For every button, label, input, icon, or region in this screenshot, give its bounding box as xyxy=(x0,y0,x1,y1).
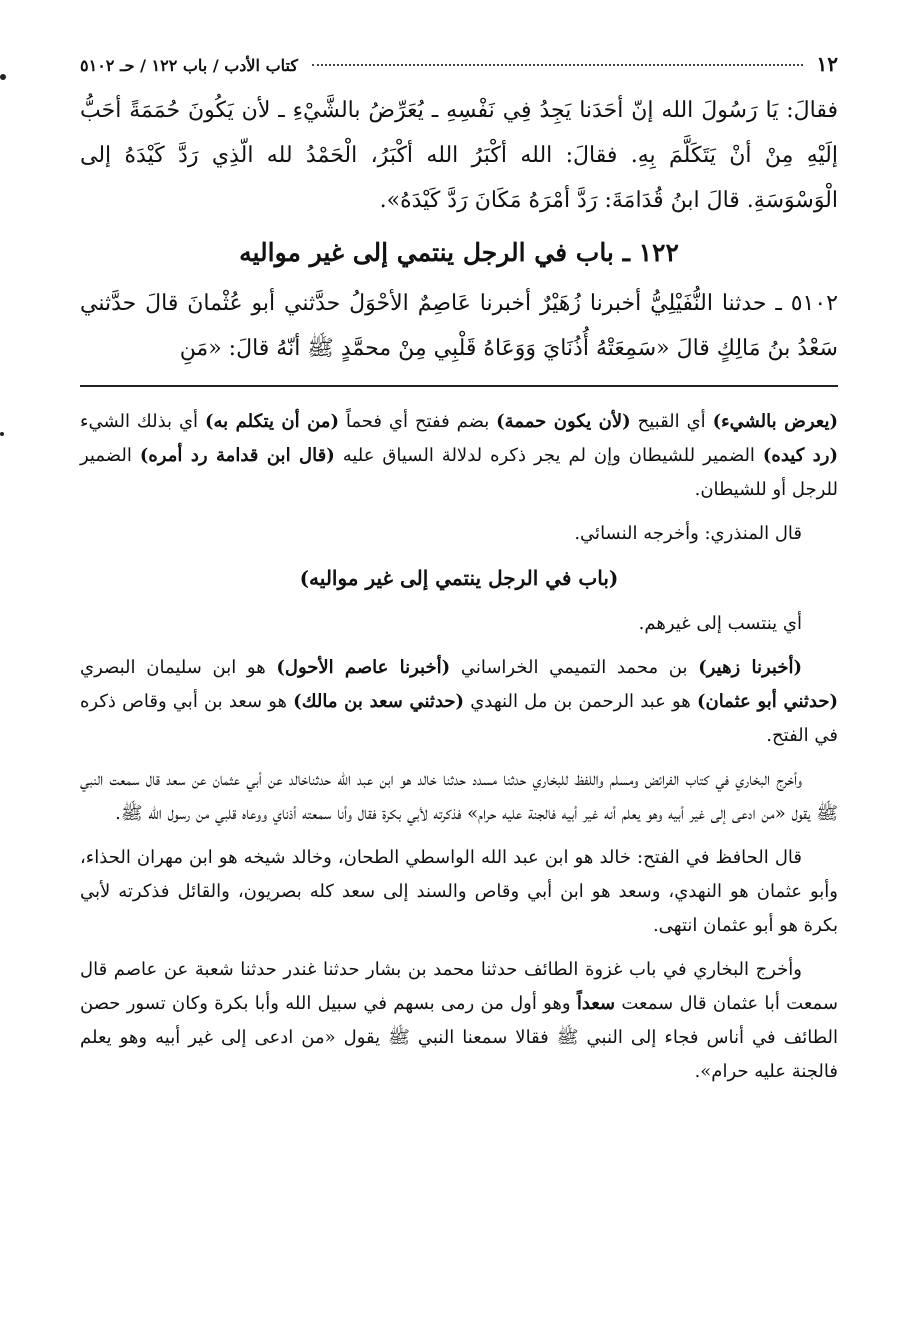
commentary-text: بن محمد التميمي الخراساني xyxy=(450,657,699,678)
page-header xyxy=(80,52,838,78)
commentary-text: الضمير للشيطان وإن لم يجر ذكره لدلالة السياق عليه xyxy=(334,445,763,466)
bold-term: (أخبرنا عاصم الأحول) xyxy=(276,657,451,678)
commentary-text: أي القبيح xyxy=(630,411,713,432)
bold-term: (أخبرنا زهير) xyxy=(698,657,802,678)
commentary-paragraph: قال المنذري: وأخرجه النسائي. xyxy=(574,523,802,544)
matn-paragraph: فقالَ: يَا رَسُولَ الله إنّ أحَدَنا يَجِدُ فِي نَفْسِهِ ـ يُعَرِّضُ بالشَّيْءِ ـ لأن يَكُونَ حُمَمَةً أحَبُّ إلَيْهِ مِنْ أنْ يَتَكَلَّمَ بِهِ. فقالَ: الله أكْبَرُ الله أكْبَرُ، الْحَمْدُ لله الّذِي رَدَّ كَيْدَهُ إلى الْوَسْوَسَةِ. قالَ ابنُ قُدَامَةَ: رَدَّ أمْرَهُ مَكَانَ رَدَّ كَيْدَهُ». xyxy=(80,98,838,213)
commentary xyxy=(80,405,838,1089)
commentary-text: أي بذلك الشيء xyxy=(80,411,205,432)
commentary-text: الضمير للرجل أو للشيطان. xyxy=(80,445,838,500)
commentary-paragraph: قال الحافظ في الفتح: خالد هو ابن عبد الله الواسطي الطحان، وخالد شيخه هو ابن مهران الحذاء، وأبو عثمان هو النهدي، وسعد هو ابن أبي وقاص والسند إلى سعد كله بصريون، والقائل فذكرته لأبي بكرة هو أبو عثمان انتهى. xyxy=(80,847,838,936)
hadith-text: ٥١٠٢ ـ حدثنا النُّفَيْلِيُّ أخبرنا زُهَيْرٌ أخبرنا عَاصِمٌ الأحْوَلُ حدَّثني أبو عُثْمانَ قالَ حدَّثني سَعْدُ بنُ مَالِكٍ قالَ «سَمِعَتْهُ أُذُنَايَ وَوَعَاهُ قَلْبِي مِنْ محمَّدٍ ﷺ أنّهُ قالَ: «مَنِ xyxy=(80,291,838,361)
commentary-paragraph xyxy=(80,651,838,753)
commentary-chapter-title: (باب في الرجل ينتمي إلى غير مواليه) xyxy=(299,566,619,590)
commentary-paragraph: أي ينتسب إلى غيرهم. xyxy=(638,613,802,634)
bold-term: (قال ابن قدامة رد أمره) xyxy=(139,445,335,466)
commentary-paragraph: وأخرج البخاري في كتاب الفرائض ومسلم واللفظ للبخاري حدثنا مسدد حدثنا خالد هو ابن عبد الله حدثناخالد عن أبي عثمان عن سعد قال سمعت النبي ﷺ يقول «من ادعى إلى غير أبيه وهو يعلم أنه غير أبيه فالجنة عليه حرام» فذكرته لأبي بكرة فقال وأنا سمعته أذناي ووعاه قلبي من رسول الله ﷺ. xyxy=(80,769,838,824)
commentary-text: هو سعد بن أبي وقاص ذكره في الفتح. xyxy=(80,691,838,746)
chapter-title: ١٢٢ ـ باب في الرجل ينتمي إلى غير مواليه xyxy=(239,238,679,267)
header-dotted-leader xyxy=(312,64,803,66)
bold-term: (يعرض بالشيء) xyxy=(712,411,838,432)
bold-term: (من أن يتكلم به) xyxy=(204,411,339,432)
margin-mark xyxy=(0,74,6,80)
bold-term: (حدثني أبو عثمان) xyxy=(696,691,838,712)
commentary-text: وهو أول من رمى بسهم في سبيل الله وأبا بكرة وكان تسور حصن الطائف في أناس فجاء إلى النبي ﷺ فقالا سمعنا النبي ﷺ يقول «من ادعى إلى غير أبيه وهو يعلم فالجنة عليه حرام». xyxy=(80,993,838,1082)
margin-mark xyxy=(0,432,4,436)
commentary-paragraph xyxy=(80,405,838,507)
commentary-text: هو عبد الرحمن بن مل النهدي xyxy=(464,691,697,712)
commentary-text: وأخرج البخاري في باب غزوة الطائف حدثنا محمد بن بشار حدثنا غندر حدثنا شعبة عن عاصم قال سمعت أبا عثمان قال سمعت xyxy=(80,959,838,1014)
footnote-separator xyxy=(80,385,838,387)
main-text xyxy=(80,88,838,371)
page-number: ١٢ xyxy=(816,52,838,76)
commentary-paragraph xyxy=(80,953,838,1089)
bold-term: سعداً xyxy=(576,993,616,1014)
bold-term: (رد كيده) xyxy=(762,445,839,466)
commentary-text: هو ابن سليمان البصري xyxy=(80,657,277,678)
commentary-text: بضم ففتح أي فحماً xyxy=(338,411,497,432)
running-title: كتاب الأدب / باب ١٢٢ / حـ ٥١٠٢ xyxy=(80,56,298,75)
bold-term: (لأن يكون حممة) xyxy=(496,411,631,432)
bold-term: (حدثني سعد بن مالك) xyxy=(293,691,465,712)
